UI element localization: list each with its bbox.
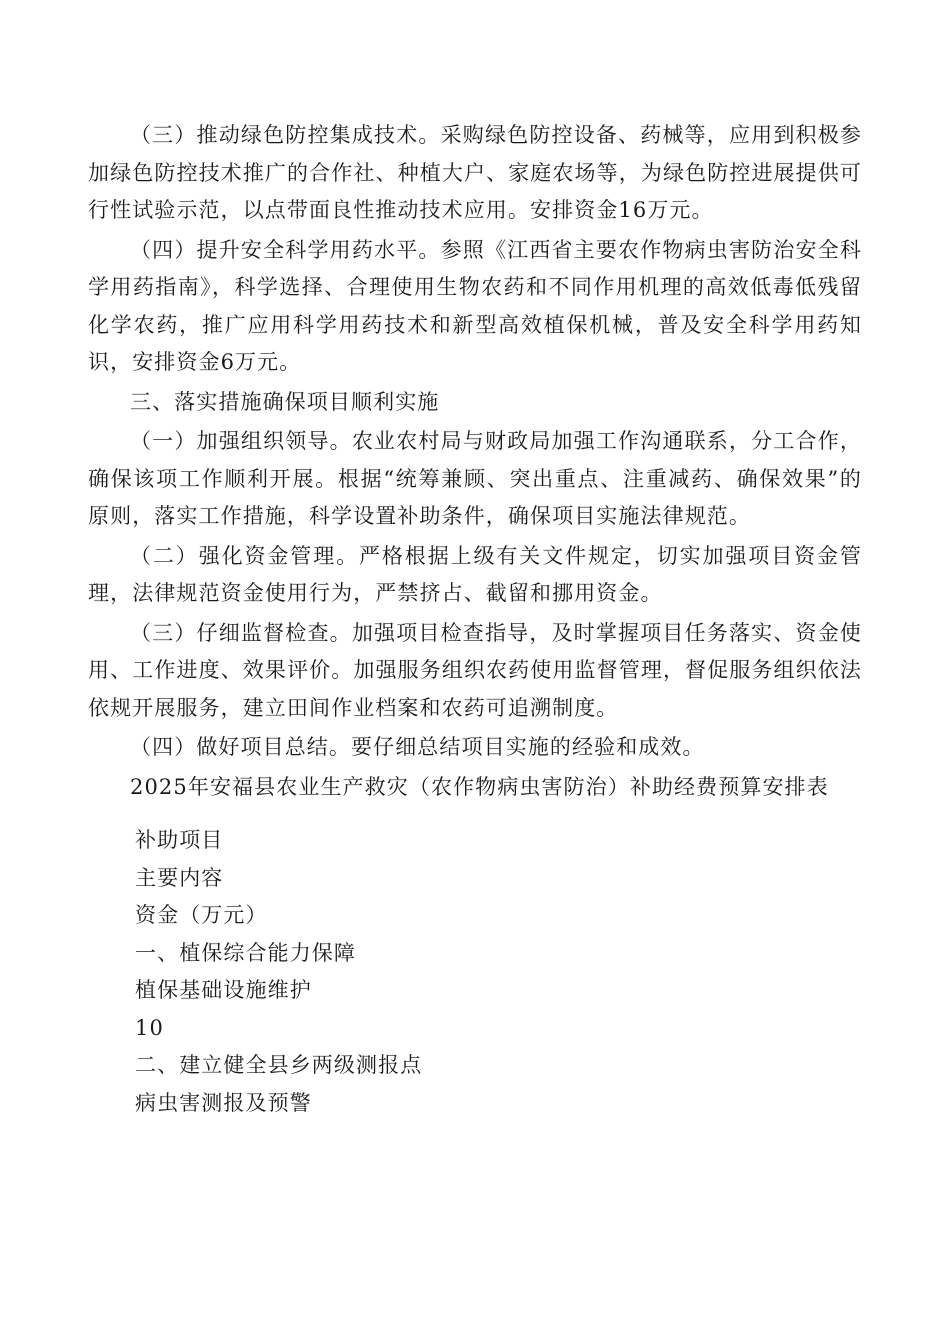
paragraph-green-control: （三）推动绿色防控集成技术。采购绿色防控设备、药械等，应用到积极参加绿色防控技术推广的合作社、种植大户、家庭农场等，为绿色防控进展提供可行性试验示范，以点带面良性推动技术应用。安排资金16万元。 [88,123,862,222]
table-cell: 一、植保综合能力保障 [135,940,356,965]
table-cell: 10 [135,1015,164,1040]
paragraph-organization: （一）加强组织领导。农业农村局与财政局加强工作沟通联系，分工合作，确保该项工作顺利开展。根据“统筹兼顾、突出重点、注重减药、确保效果”的原则，落实工作措施，科学设置补助条件，确保项目实施法律规范。 [88,429,862,528]
paragraph-summary: （四）做好项目总结。要仔细总结项目实施的经验和成效。 [130,735,705,759]
paragraph-safe-pesticide: （四）提升安全科学用药水平。参照《江西省主要农作物病虫害防治安全科学用药指南》，科学选择、合理使用生物农药和不同作用机理的高效低毒低残留化学农药，推广应用科学用药技术和新型高效植保机械，普及安全科学用药知识，安排资金6万元。 [88,237,862,374]
document-page [88,117,862,1122]
section-heading-measures: 三、落实措施确保项目顺利实施 [130,389,440,414]
paragraph-supervision: （三）仔细监督检查。加强项目检查指导，及时掌握项目任务落实、资金使用、工作进度、效果评价。加强服务组织农药使用监督管理，督促服务组织依法依规开展服务，建立田间作业档案和农药可追溯制度。 [88,620,862,720]
table-header-funds: 资金（万元） [135,903,268,927]
table-header-content: 主要内容 [135,865,224,890]
table-cell: 植保基础设施维护 [135,978,312,1002]
budget-table-title: 2025年安福县农业生产救灾（农作物病虫害防治）补助经费预算安排表 [130,774,829,799]
paragraph-fund-management: （二）强化资金管理。严格根据上级有关文件规定，切实加强项目资金管理，法律规范资金使用行为，严禁挤占、截留和挪用资金。 [88,543,862,605]
budget-table [88,822,862,1122]
table-cell: 二、建立健全县乡两级测报点 [135,1053,423,1077]
table-cell: 病虫害测报及预警 [135,1090,312,1115]
table-header-item: 补助项目 [135,828,224,852]
